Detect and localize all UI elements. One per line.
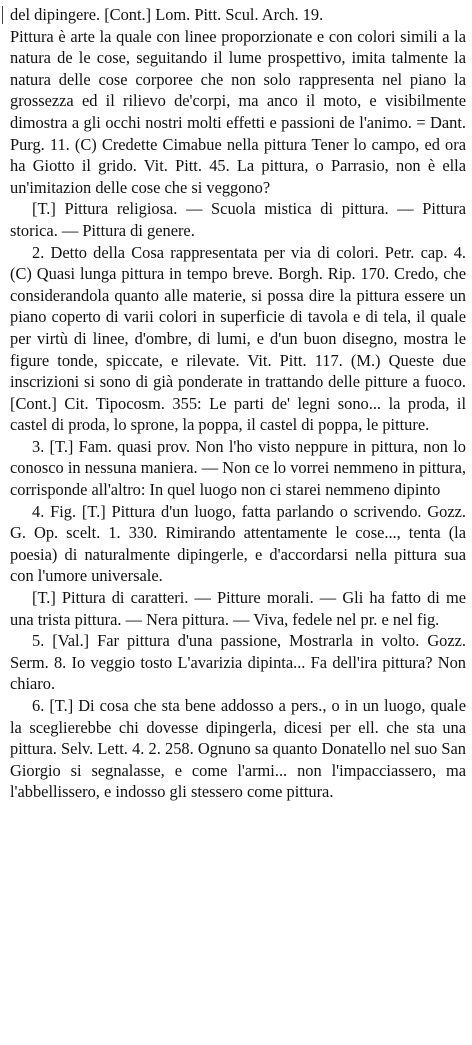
sense-3: 3. [T.] Fam. quasi prov. Non l'ho visto neppure in pittura, non lo conosco in nessuna maniera. — Non ce lo vorrei nemmeno in pittura, corrisponde all'altro: In quel luogo non ci starei nemmeno dipinto <box>10 436 466 500</box>
definition-paragraph: Pittura è arte la quale con linee proporzionate e con colori simili a la natura de le cose, seguitando il lume prospettivo, imita talmente la natura delle cose corporee che non solo rappresenta nel piano la grossezza ed il rilievo de'corpi, ma anco il moto, e visibilmente dimostra a gli occhi nostri molti effetti e passioni de l'animo. = Dant. Purg. 11. (C) Credette Cimabue nella pittura Tener lo campo, ed ora ha Giotto il grido. Vit. Pitt. 45. La pittura, o Parrasio, non è ella un'imitazion delle cose che si veggono? <box>10 26 466 197</box>
sense-4: 4. Fig. [T.] Pittura d'un luogo, fatta parlando o scrivendo. Gozz. G. Op. scelt. 1. 330. Rimirando attentamente le cose..., tenta (la poesia) di naturalmente dipingerle, e d'accordarsi nella pittura sua con l'umore universale. <box>10 501 466 586</box>
page-edge-mark <box>2 6 3 24</box>
entry-continuation-header: del dipingere. [Cont.] Lom. Pitt. Scul. Arch. 19. <box>10 5 324 24</box>
sense-2: 2. Detto della Cosa rappresentata per via di colori. Petr. cap. 4. (C) Quasi lunga pittura in tempo breve. Borgh. Rip. 170. Credo, che considerandola quanto alle materie, si possa dire la pittura essere un piano coperto di varii colori in superficie di tavola e di tela, il quale per virtù di linee, d'ombre, di lumi, e d'un buon disegno, mostra le figure tonde, spiccate, e rilevate. Vit. Pitt. 117. (M.) Queste due inscrizioni si sono di già ponderate in trattando delle pitture a fuoco. [Cont.] Cit. Tipocosm. 355: Le parti de' legni sono... la proda, il castel di proda, lo sprone, la poppa, il castel di poppa, le pitture. <box>10 242 466 435</box>
sense-4-examples: [T.] Pittura di caratteri. — Pitture morali. — Gli ha fatto di me una trista pittura. — Nera pittura. — Viva, fedele nel pr. e nel fig. <box>10 588 466 629</box>
sense-5: 5. [Val.] Far pittura d'una passione, Mostrarla in volto. Gozz. Serm. 8. Io veggio tosto L'avarizia dipinta... Fa dell'ira pittura? Non chiaro. <box>10 631 466 694</box>
usage-examples: [T.] Pittura religiosa. — Scuola mistica di pittura. — Pittura storica. — Pittura di genere. <box>10 199 466 240</box>
sense-6: 6. [T.] Di cosa che sta bene addosso a pers., o in un luogo, quale la sceglierebbe chi dovesse dipingerla, dicesi per ell. che sta una pittura. Selv. Lett. 4. 2. 258. Ognuno sa quanto Donatello nel suo San Giorgio si segnalasse, e come l'armi... non l'impacciassero, ma l'abbellissero, e indosso gli stessero come pittura. <box>10 696 466 802</box>
